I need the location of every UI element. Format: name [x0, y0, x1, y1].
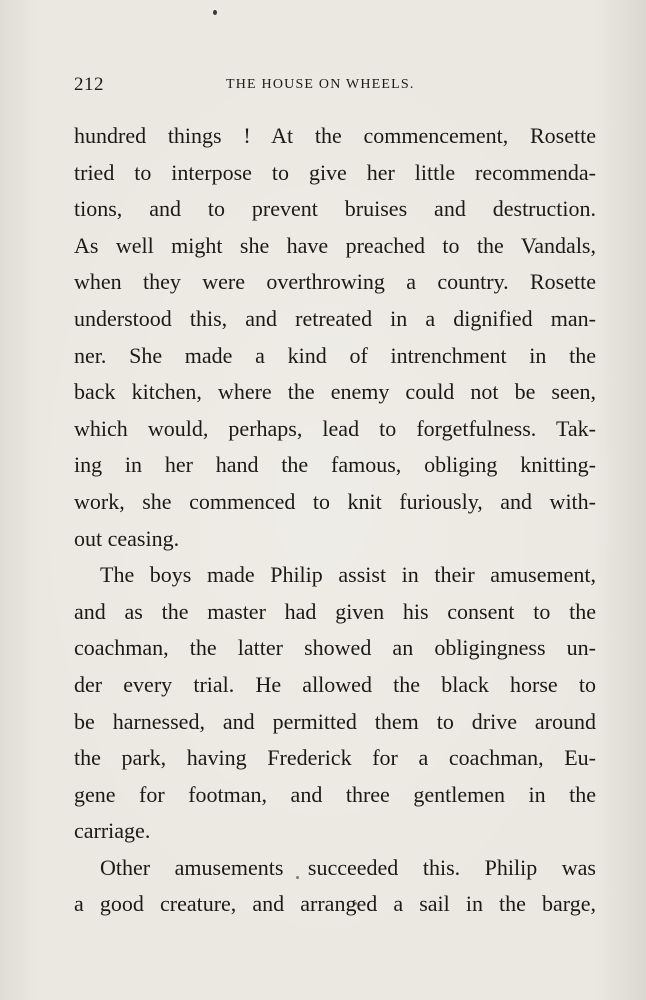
page-number: 212 [74, 74, 104, 95]
text-line: coachman, the latter showed an obligingness un- [74, 635, 596, 661]
text-line: work, she commenced to knit furiously, and with- [74, 488, 596, 514]
text-line: Other amusements succeeded this. Philip was [100, 854, 596, 880]
text-line: a good creature, and arranged a sail in the barge, [74, 891, 596, 917]
text-line: the park, having Frederick for a coachman, Eu- [74, 745, 596, 771]
text-line: carriage. [74, 818, 151, 844]
text-line: understood this, and retreated in a dignified man- [74, 305, 596, 331]
text-line: As well might she have preached to the Vandals, [74, 232, 596, 258]
text-line: The boys made Philip assist in their amusement, [100, 562, 596, 588]
text-line: hundred things ! At the commencement, Rosette [74, 123, 596, 148]
text-line: be harnessed, and permitted them to drive around [74, 708, 596, 734]
text-line: which would, perhaps, lead to forgetfulness. Tak- [74, 415, 596, 441]
running-head: THE HOUSE ON WHEELS. [226, 77, 415, 92]
text-line: gene for footman, and three gentlemen in the [74, 781, 596, 807]
ink-speck [213, 10, 217, 15]
text-line: back kitchen, where the enemy could not be seen, [74, 379, 596, 405]
text-line: ner. She made a kind of intrenchment in the [74, 342, 596, 368]
text-line: and as the master had given his consent to the [74, 598, 596, 624]
text-line: out ceasing. [74, 525, 180, 551]
text-line: ing in her hand the famous, obliging knitting- [74, 452, 596, 478]
text-line: when they were overthrowing a country. Rosette [74, 269, 596, 295]
text-line: der every trial. He allowed the black horse to [74, 671, 596, 697]
text-line: tions, and to prevent bruises and destruction. [74, 196, 596, 222]
body-text [74, 118, 596, 923]
page-header [74, 74, 594, 100]
text-line: tried to interpose to give her little recommenda- [74, 159, 596, 185]
